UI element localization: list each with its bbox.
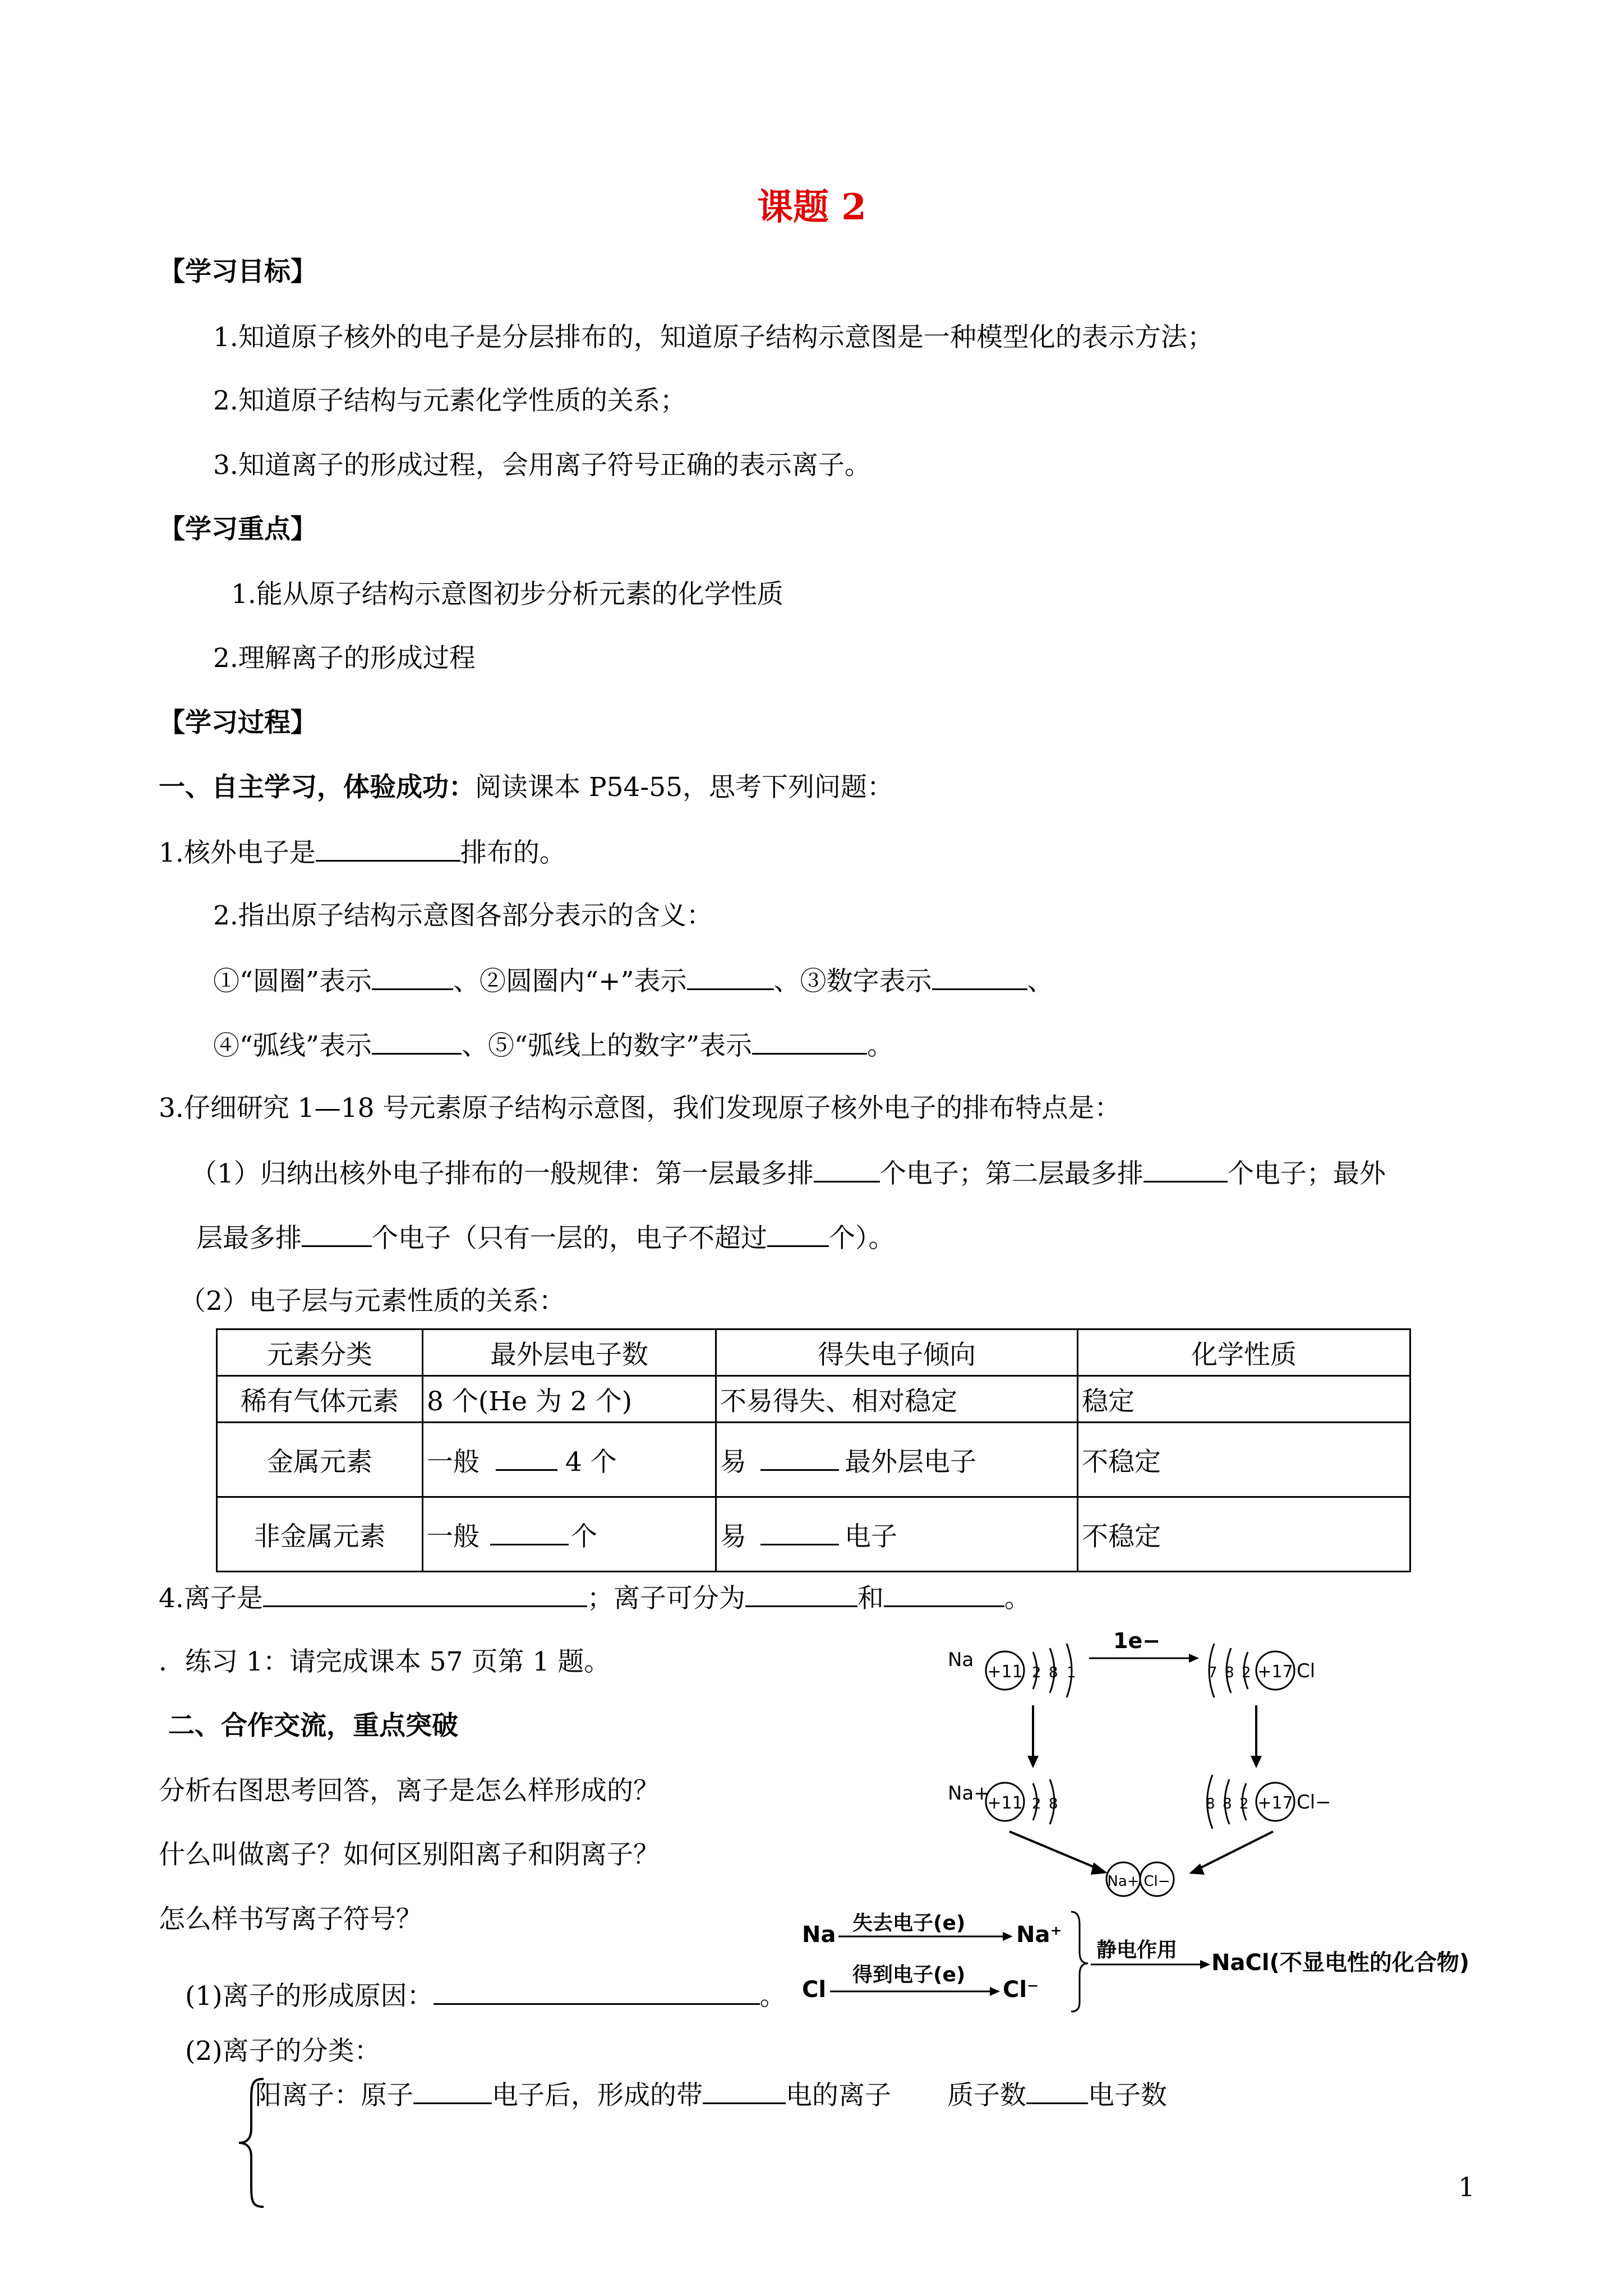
na-ion-shell-2: 8: [1049, 1796, 1058, 1812]
q3-1-a: （1）归纳出核外电子排布的一般规律：第一层最多排: [191, 1158, 814, 1189]
transfer-label: 1e−: [1113, 1628, 1161, 1653]
part2-question-1: 分析右图思考回答，离子是怎么样形成的？: [159, 1775, 660, 1806]
ion-formation-cause: [185, 1978, 786, 2013]
na-pair-label: Na+: [1107, 1873, 1140, 1890]
page-title: 课题 2: [757, 186, 866, 228]
part1-heading-rest: 阅读课本 P54-55，思考下列问题：: [475, 772, 894, 803]
table-header: 最外层电子数: [423, 1329, 716, 1376]
table-cell: [423, 1423, 716, 1497]
metal-tendency-blank[interactable]: [760, 1444, 839, 1471]
q2-blank-1[interactable]: [372, 964, 453, 990]
cation-blank-1[interactable]: [413, 2078, 492, 2104]
q4-b: ；离子可分为: [587, 1583, 745, 1614]
q2-blank-2[interactable]: [687, 964, 774, 990]
table-cell: 金属元素: [217, 1423, 423, 1497]
question-4: [159, 1581, 1031, 1616]
cation-c: 电的离子: [786, 2080, 891, 2111]
goal-2: 2.知道原子结构与元素化学性质的关系；: [213, 385, 686, 416]
cell-text: 4 个: [565, 1446, 617, 1478]
section-key-heading: 【学习重点】: [159, 514, 317, 545]
q3-blank-3[interactable]: [302, 1221, 372, 1247]
question-2-line-2: [213, 1028, 893, 1063]
cation-line: [255, 2078, 1167, 2113]
question-2-line-1: [213, 964, 1054, 999]
table-cell: 稳定: [1078, 1376, 1410, 1423]
cation-blank-2[interactable]: [703, 2078, 786, 2104]
cell-text: 易: [720, 1446, 755, 1478]
table-cell: 8 个(He 为 2 个): [423, 1376, 716, 1423]
q3-1-b: 个电子；第二层最多排: [879, 1158, 1144, 1189]
question-2: 2.指出原子结构示意图各部分表示的含义：: [213, 900, 713, 931]
q2-l1-c: 、③数字表示: [773, 966, 932, 997]
cell-text: 易: [720, 1521, 755, 1552]
q3-1-c: 个电子；最外: [1227, 1158, 1386, 1189]
cell-text: 个: [570, 1521, 597, 1552]
q4-a: 4.离子是: [159, 1583, 263, 1614]
cause-text: (1)离子的形成原因：: [185, 1981, 434, 2012]
q4-c: 和: [857, 1583, 884, 1614]
cl-shell-1: 7: [1208, 1664, 1218, 1681]
part1-heading: 一、自主学习，体验成功：: [159, 772, 475, 803]
part2-question-3: 怎么样书写离子符号？: [159, 1904, 422, 1935]
na-ion-nucleus-label: +11: [987, 1793, 1023, 1813]
q4-d: 。: [1004, 1583, 1031, 1614]
table-cell: [423, 1497, 716, 1572]
ion-classification: (2)离子的分类：: [185, 2036, 381, 2067]
practice-1: ．练习 1：请完成课本 57 页第 1 题。: [159, 1646, 611, 1677]
q1-text-a: 1.核外电子是: [159, 838, 316, 868]
cl-nucleus-label: +17: [1257, 1662, 1293, 1682]
q2-l2-c: 。: [867, 1030, 894, 1061]
table-row: [217, 1423, 1410, 1497]
table-cell: [716, 1497, 1078, 1572]
q3-blank-4[interactable]: [767, 1221, 829, 1247]
table-cell: 不稳定: [1078, 1423, 1410, 1497]
part2-heading: 二、合作交流，重点突破: [168, 1710, 458, 1741]
section-goal-heading: 【学习目标】: [159, 256, 317, 287]
q1-blank[interactable]: [316, 835, 460, 862]
q2-l1-d: 、: [1027, 966, 1054, 997]
key-2: 2.理解离子的形成过程: [213, 643, 476, 674]
q2-blank-5[interactable]: [752, 1028, 867, 1055]
table-cell: 不稳定: [1078, 1497, 1410, 1572]
q4-blank-1[interactable]: [263, 1581, 587, 1607]
goal-1: 1.知道原子核外的电子是分层排布的，知道原子结构示意图是一种模型化的表示方法；: [213, 322, 1214, 353]
cl-ion-nucleus-label: +17: [1257, 1793, 1293, 1813]
ion-formation-diagram: [942, 1621, 1514, 1913]
cation-a: 阳离子：原子: [255, 2080, 413, 2111]
question-1: [159, 835, 566, 870]
q2-l2-a: ④“弧线”表示: [213, 1030, 372, 1061]
scheme-gain-label: 得到电子(e): [852, 1963, 966, 1986]
q1-text-b: 排布的。: [460, 838, 566, 868]
cause-end: 。: [759, 1981, 786, 2012]
na-shell-2: 8: [1049, 1664, 1058, 1681]
q3-1-d: 层最多排: [196, 1223, 302, 1254]
table-cell: [716, 1423, 1078, 1497]
cl-ion-shell-1: 8: [1206, 1796, 1215, 1812]
na-shell-3: 1: [1067, 1664, 1076, 1681]
nonmetal-tendency-blank[interactable]: [760, 1519, 839, 1545]
q3-blank-1[interactable]: [814, 1156, 880, 1182]
question-3-1-line-1: [191, 1156, 1386, 1191]
q2-blank-3[interactable]: [932, 964, 1027, 990]
cl-shell-2: 8: [1225, 1664, 1234, 1681]
cation-d: 质子数: [947, 2080, 1026, 2111]
q2-blank-4[interactable]: [372, 1028, 462, 1055]
q4-blank-3[interactable]: [884, 1581, 1004, 1607]
table-cell: 非金属元素: [217, 1497, 423, 1572]
nacl-formation-scheme: [796, 1907, 1559, 2014]
cation-b: 电子后，形成的带: [492, 2080, 703, 2111]
part1-heading-line: [159, 771, 893, 804]
metal-electron-blank[interactable]: [496, 1444, 557, 1471]
na-label: Na: [948, 1649, 974, 1671]
scheme-product: NaCl(不显电性的化合物): [1211, 1950, 1470, 1976]
cl-label: Cl: [1297, 1660, 1316, 1682]
cell-text: 一般: [427, 1521, 488, 1552]
cell-text: 一般: [427, 1446, 488, 1478]
table-header-row: [217, 1329, 1410, 1376]
nonmetal-electron-blank[interactable]: [490, 1519, 569, 1545]
scheme-cl-ion: Cl⁻: [1003, 1977, 1039, 2003]
na-ion-shell-1: 2: [1032, 1796, 1041, 1812]
scheme-na-ion: Na⁺: [1016, 1922, 1062, 1948]
scheme-lose-label: 失去电子(e): [852, 1912, 966, 1935]
q4-blank-2[interactable]: [745, 1581, 857, 1607]
key-1: 1.能从原子结构示意图初步分析元素的化学性质: [231, 579, 783, 610]
question-3-2: （2）电子层与元素性质的关系：: [179, 1286, 565, 1317]
cell-text: 电子: [844, 1521, 897, 1552]
table-row: [217, 1376, 1410, 1423]
cl-pair-label: Cl−: [1144, 1873, 1170, 1890]
part2-question-2: 什么叫做离子？如何区别阳离子和阴离子？: [159, 1839, 660, 1870]
q2-l2-b: 、⑤“弧线上的数字”表示: [462, 1030, 753, 1061]
section-process-heading: 【学习过程】: [159, 707, 317, 738]
scheme-brace-icon: [1071, 1912, 1088, 2012]
goal-3: 3.知道离子的形成过程，会用离子符号正确的表示离子。: [213, 450, 871, 481]
cation-e: 电子数: [1088, 2080, 1167, 2111]
table-cell: 不易得失、相对稳定: [716, 1376, 1078, 1423]
cell-text: 最外层电子: [844, 1446, 976, 1478]
page-number: 1: [1458, 2172, 1475, 2203]
cl-ion-shell-3: 2: [1239, 1796, 1249, 1812]
cation-blank-3[interactable]: [1026, 2078, 1088, 2104]
table-header: 化学性质: [1078, 1329, 1410, 1376]
scheme-cl: Cl: [802, 1977, 827, 2003]
table-header: 得失电子倾向: [716, 1329, 1078, 1376]
table-cell: 稀有气体元素: [217, 1376, 423, 1423]
cause-blank[interactable]: [434, 1978, 760, 2005]
q3-1-e: 个电子（只有一层的，电子不超过: [372, 1223, 767, 1254]
cl-ion-label: Cl−: [1297, 1791, 1331, 1814]
q2-l1-a: ①“圆圈”表示: [213, 966, 372, 997]
q3-blank-2[interactable]: [1144, 1156, 1228, 1182]
cl-shell-3: 2: [1242, 1664, 1251, 1681]
na-ion-label: Na+: [948, 1782, 990, 1805]
cl-ion-shell-2: 8: [1223, 1796, 1232, 1812]
question-3: 3.仔细研究 1—18 号元素原子结构示意图，我们发现原子核外电子的排布特点是：: [159, 1093, 1121, 1124]
scheme-force-label: 静电作用: [1096, 1939, 1178, 1962]
scheme-na: Na: [802, 1922, 836, 1948]
table-row: [217, 1497, 1410, 1572]
question-3-1-line-2: [196, 1221, 895, 1255]
table-header: 元素分类: [217, 1329, 423, 1376]
na-nucleus-label: +11: [987, 1662, 1023, 1682]
element-property-table: [216, 1328, 1411, 1572]
q3-1-f: 个）。: [829, 1223, 895, 1254]
na-shell-1: 2: [1032, 1664, 1041, 1681]
q2-l1-b: 、②圆圈内“+”表示: [453, 966, 687, 997]
